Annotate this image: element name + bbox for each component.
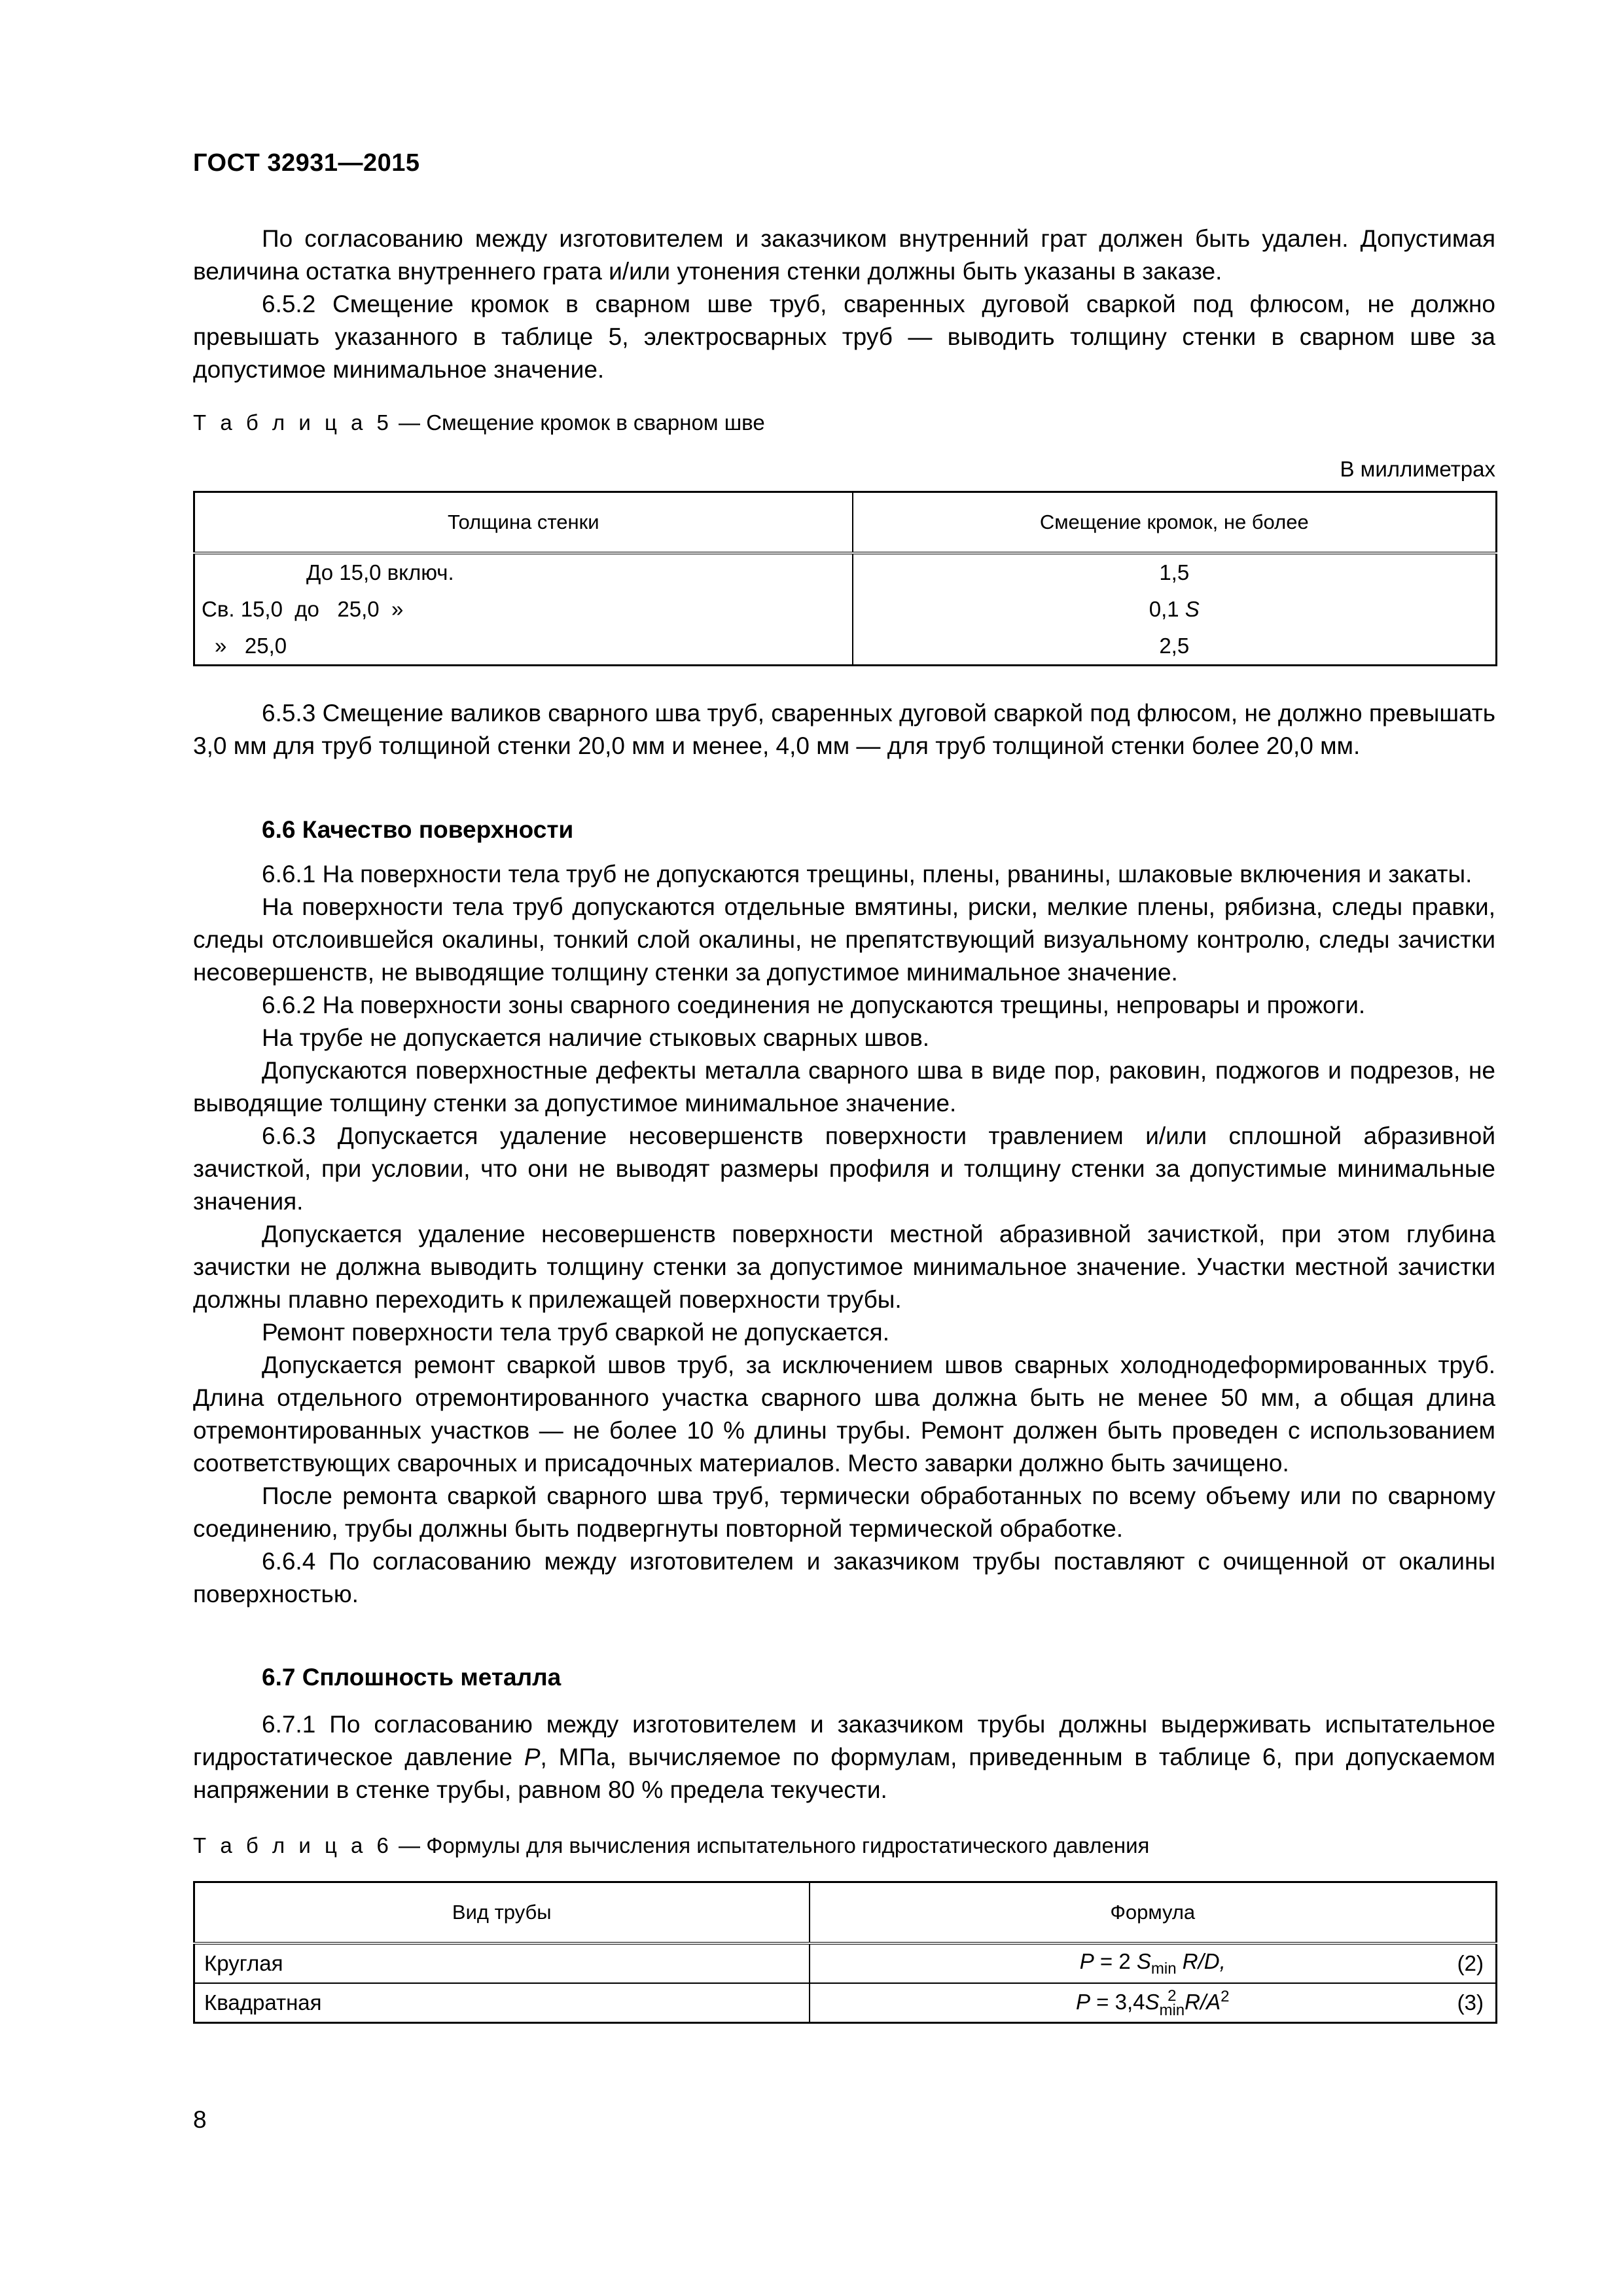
table-row <box>194 553 1497 591</box>
formula-sup: 2 <box>1168 1987 1177 2005</box>
table5-caption-prefix: Т а б л и ц а 5 <box>193 410 393 435</box>
paragraph-6-6-4: 6.6.4 По согласованию между изготовителем и заказчиком трубы поставляют с очищенной от окалины поверхностью. <box>193 1548 1495 1607</box>
table-row <box>194 1983 1497 2023</box>
paragraph: На поверхности тела труб допускаются отдельные вмятины, риски, мелкие плены, рябизна, следы правки, следы отслоившейся окалины, тонкий слой окалины, не препятствующий визуальному контролю, следы зачистки несовершенств, не выводящие толщину стенки за допустимое минимальное значение. <box>193 893 1495 986</box>
section-6-7 <box>193 1661 1495 1806</box>
table5-cell-offset: 1,5 <box>853 553 1497 591</box>
table6-header-row <box>194 1882 1497 1944</box>
paragraph-6-6-2: 6.6.2 На поверхности зоны сварного соединения не допускаются трещины, непровары и прожоги. <box>262 992 1366 1018</box>
table5-caption-text: — Смещение кромок в сварном шве <box>392 410 765 435</box>
table6-header-type: Вид трубы <box>194 1882 810 1944</box>
paragraph: После ремонта сваркой сварного шва труб, термически обработанных по всему объему или по сварному соединению, трубы должны быть подвергнуты повторной термической обработке. <box>193 1482 1495 1542</box>
pressure-variable: P <box>524 1744 541 1770</box>
paragraph: Допускаются поверхностные дефекты металла сварного шва в виде пор, раковин, поджогов и подрезов, не выводящие толщину стенки за допустимое минимальное значение. <box>193 1057 1495 1117</box>
after-table5-block <box>193 697 1495 762</box>
paragraph-6-6-3: 6.6.3 Допускается удаление несовершенств поверхности травлением и/или сплошной абразивной зачисткой, при условии, что они не выводят размеры профиля и толщину стенки за допустимые минимальные значения. <box>193 1122 1495 1215</box>
formula-lhs: P <box>1075 1989 1090 2014</box>
intro-paragraph-2: 6.5.2 Смещение кромок в сварном шве труб, сваренных дуговой сваркой под флюсом, не должно превышать указанного в таблице 5, электросварных труб — выводить толщину стенки в сварном шве за допустимое минимальное значение. <box>193 291 1495 383</box>
table5-units: В миллиметрах <box>1340 457 1495 481</box>
table6-caption <box>193 1831 1495 1860</box>
table5-header-offset: Смещение кромок, не более <box>853 492 1497 554</box>
formula-sub: min <box>1159 2001 1185 2020</box>
paragraph-text: , МПа, вычисляемое по формулам, приведенным в таблице 6, при допускаемом напряжении в стенке трубы, равном 80 % предела текучести. <box>193 1744 1495 1803</box>
paragraph: Допускается ремонт сваркой швов труб, за исключением швов сварных холоднодеформированных труб. Длина отдельного отремонтированного участка сварного шва должна быть не менее 50 мм, а общая длина отремонтированных участков — не более 10 % длины трубы. Ремонт должен быть проведен с использованием соответствующих сварочных и присадочных материалов. Место заварки должно быть зачищено. <box>193 1352 1495 1477</box>
table6-caption-text: — Формулы для вычисления испытательного гидростатического давления <box>392 1833 1150 1857</box>
table6 <box>193 1881 1497 2024</box>
table-row <box>194 1943 1497 1983</box>
formula-text: = 3,4 <box>1090 1989 1145 2014</box>
formula-var: S <box>1145 1989 1160 2014</box>
section-6-7-heading: 6.7 Сплошность металла <box>262 1664 562 1691</box>
formula-square-pipe <box>819 1988 1487 2018</box>
table5-cell-thickness: До 15,0 включ. <box>194 553 853 591</box>
formula-lhs: P <box>1079 1948 1094 1973</box>
page-number: 8 <box>193 2106 207 2133</box>
intro-block <box>193 223 1495 386</box>
table6-header-formula: Формула <box>810 1882 1497 1944</box>
document-header: ГОСТ 32931—2015 <box>193 149 420 177</box>
table5-cell-thickness: » 25,0 <box>194 628 853 666</box>
formula-text: R/A <box>1185 1989 1221 2014</box>
offset-variable: S <box>1185 597 1200 621</box>
table5-header-row <box>194 492 1497 554</box>
paragraph: На трубе не допускается наличие стыковых сварных швов. <box>262 1024 930 1051</box>
table6-cell-formula <box>810 1943 1497 1983</box>
table5-cell-offset: 2,5 <box>853 628 1497 666</box>
table5-cell-offset <box>853 591 1497 628</box>
paragraph: Допускается удаление несовершенств поверхности местной абразивной зачисткой, при этом глубина зачистки не должна выводить толщину стенки за допустимое минимальное значение. Участки местной зачистки должны плавно переходить к прилежащей поверхности трубы. <box>193 1221 1495 1313</box>
table5-header-thickness: Толщина стенки <box>194 492 853 554</box>
table-row <box>194 628 1497 666</box>
formula-text: = 2 <box>1094 1948 1137 1973</box>
table6-cell-type: Квадратная <box>194 1983 810 2023</box>
table5 <box>193 491 1497 666</box>
formula-round-pipe <box>819 1949 1487 1979</box>
equation-number: (2) <box>1457 1951 1484 1975</box>
section-6-6 <box>193 814 1495 1611</box>
offset-number: 0,1 <box>1149 597 1179 621</box>
table6-container <box>193 1881 1495 2024</box>
table6-cell-formula <box>810 1983 1497 2023</box>
paragraph-text: 6.7.1 По согласованию между изготовителем и заказчиком трубы должны выдерживать испытательное гидростатическое давление <box>193 1711 1495 1770</box>
intro-paragraph-1: По согласованию между изготовителем и заказчиком внутренний грат должен быть удален. Допустимая величина остатка внутреннего грата и/или утонения стенки должны быть указаны в заказе. <box>193 225 1495 285</box>
formula-sup: 2 <box>1221 1987 1230 2005</box>
table5-cell-thickness: Св. 15,0 до 25,0 » <box>194 591 853 628</box>
formula-text: R/D, <box>1176 1948 1226 1973</box>
equation-number: (3) <box>1457 1990 1484 2015</box>
section-6-6-heading: 6.6 Качество поверхности <box>262 816 574 843</box>
paragraph-6-7-1 <box>193 1708 1495 1806</box>
table5-container <box>193 491 1495 666</box>
table6-caption-prefix: Т а б л и ц а 6 <box>193 1833 393 1857</box>
formula-sub: min <box>1150 1960 1177 1978</box>
paragraph: Ремонт поверхности тела труб сваркой не допускается. <box>262 1319 890 1346</box>
table-row <box>194 591 1497 628</box>
paragraph-6-5-3: 6.5.3 Смещение валиков сварного шва труб, сваренных дуговой сваркой под флюсом, не должно превышать 3,0 мм для труб толщиной стенки 20,0 мм и менее, 4,0 мм — для труб толщиной стенки более 20,0 мм. <box>193 700 1495 759</box>
paragraph-6-6-1: 6.6.1 На поверхности тела труб не допускаются трещины, плены, рванины, шлаковые включения и закаты. <box>262 861 1472 888</box>
formula-var: S <box>1136 1948 1151 1973</box>
table6-cell-type: Круглая <box>194 1943 810 1983</box>
table5-caption <box>193 408 1495 437</box>
